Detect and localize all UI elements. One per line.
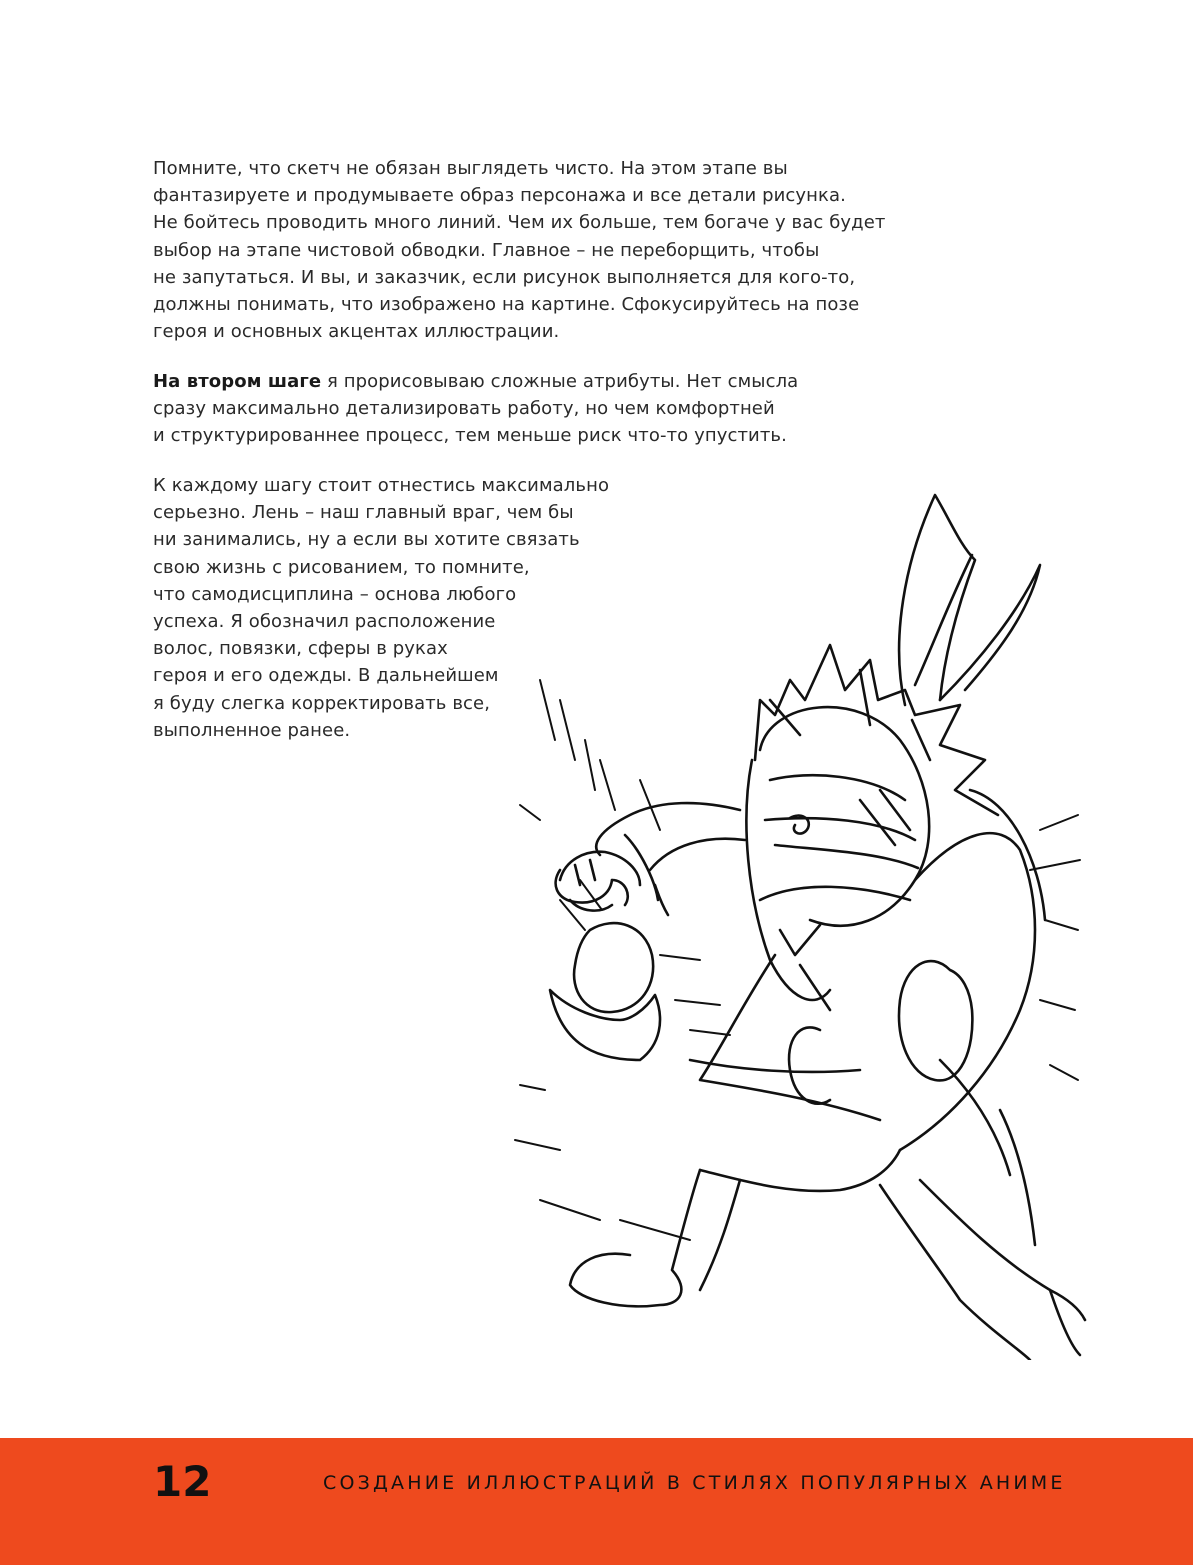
text-line: не запутаться. И вы, и заказчик, если рисунок выполняется для кого-то, xyxy=(153,266,856,288)
hair-strokes xyxy=(755,645,998,815)
text-line: выбор на этапе чистовой обводки. Главное – не переборщить, чтобы xyxy=(153,239,820,261)
text-line: и структурированнее процесс, тем меньше риск что-то упустить. xyxy=(153,425,787,447)
text-line: что самодисциплина – основа любого xyxy=(153,583,517,605)
arm-strokes xyxy=(556,803,745,915)
text-line: должны понимать, что изображено на картине. Сфокусируйтесь на позе xyxy=(153,294,860,316)
headband-tail-strokes xyxy=(899,495,1040,705)
energy-sphere-strokes xyxy=(550,923,660,1060)
text-line: фантазируете и продумываете образ персонажа и все детали рисунка. xyxy=(153,185,846,207)
head-strokes xyxy=(746,707,929,1010)
second-step-paragraph xyxy=(153,368,798,450)
text-line: я буду слегка корректировать все, xyxy=(153,692,491,714)
text-line: серьезно. Лень – наш главный враг, чем бы xyxy=(153,502,574,524)
character-sketch-illustration xyxy=(500,480,1100,1360)
leg-strokes xyxy=(570,1170,1085,1360)
text-line: героя и основных акцентах иллюстрации. xyxy=(153,321,560,343)
page-footer xyxy=(0,1438,1193,1565)
text-line: выполненное ранее. xyxy=(153,719,351,741)
text-line: героя и его одежды. В дальнейшем xyxy=(153,665,499,687)
speed-lines xyxy=(515,680,1080,1240)
intro-paragraph xyxy=(153,155,885,345)
text-line: К каждому шагу стоит отнестись максимально xyxy=(153,475,610,496)
second-step-heading: На втором шаге xyxy=(153,371,322,392)
text-line: Помните, что скетч не обязан выглядеть чисто. На этом этапе вы xyxy=(153,158,788,179)
text-line: успеха. Я обозначил расположение xyxy=(153,611,496,633)
running-title: СОЗДАНИЕ ИЛЛЮСТРАЦИЙ В СТИЛЯХ ПОПУЛЯРНЫХ АНИМЕ xyxy=(323,1472,1066,1494)
page-number: 12 xyxy=(153,1457,212,1506)
torso-strokes xyxy=(690,790,1045,1245)
text-line: свою жизнь с рисованием, то помните, xyxy=(153,556,530,578)
text-line xyxy=(153,368,798,395)
text-line: ни занимались, ну а если вы хотите связать xyxy=(153,529,580,551)
text-fragment: я прорисовываю сложные атрибуты. Нет смысла xyxy=(321,371,799,392)
text-line: волос, повязки, сферы в руках xyxy=(153,638,448,660)
text-line: Не бойтесь проводить много линий. Чем их больше, тем богаче у вас будет xyxy=(153,212,886,234)
text-line: сразу максимально детализировать работу, но чем комфортней xyxy=(153,398,775,420)
